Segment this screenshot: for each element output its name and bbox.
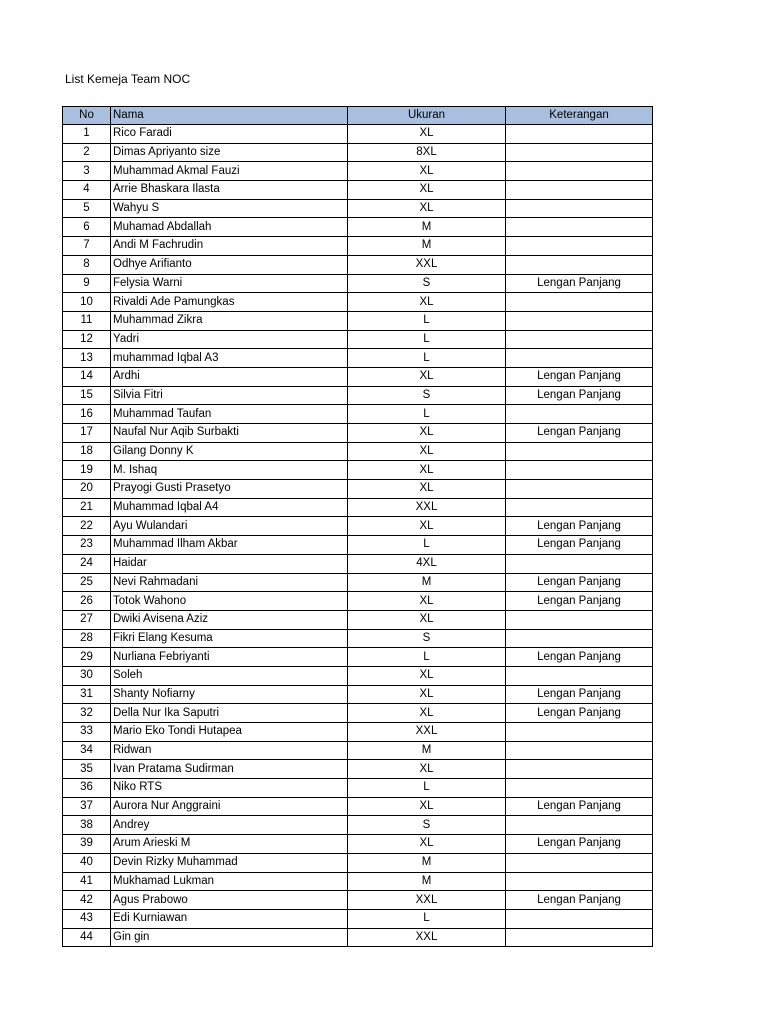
cell-no: 32 [63,704,111,723]
cell-size: XL [348,835,506,854]
table-row [63,461,653,480]
cell-size: XL [348,480,506,499]
table-row [63,125,653,144]
cell-no: 14 [63,367,111,386]
cell-name: Arum Arieski M [111,835,348,854]
cell-name: Muhamad Abdallah [111,218,348,237]
cell-name: Aurora Nur Anggraini [111,797,348,816]
table-row [63,573,653,592]
cell-note [506,255,653,274]
table-header [63,107,653,125]
table-row [63,816,653,835]
cell-note: Lengan Panjang [506,592,653,611]
cell-name: Andi M Fachrudin [111,237,348,256]
cell-note [506,480,653,499]
cell-no: 4 [63,181,111,200]
cell-size: XL [348,162,506,181]
cell-name: Naufal Nur Aqib Surbakti [111,424,348,443]
cell-name: Mukhamad Lukman [111,872,348,891]
cell-name: Gin gin [111,928,348,947]
cell-name: Niko RTS [111,779,348,798]
cell-size: 4XL [348,554,506,573]
table-row [63,255,653,274]
cell-size: 8XL [348,143,506,162]
cell-name: Muhammad Iqbal A4 [111,498,348,517]
cell-name: Soleh [111,666,348,685]
cell-note: Lengan Panjang [506,685,653,704]
table-row [63,835,653,854]
cell-note [506,498,653,517]
cell-no: 5 [63,199,111,218]
table-row [63,629,653,648]
table-row [63,779,653,798]
cell-name: Della Nur Ika Saputri [111,704,348,723]
cell-note: Lengan Panjang [506,704,653,723]
table-row [63,891,653,910]
cell-name: Ridwan [111,741,348,760]
cell-no: 36 [63,779,111,798]
cell-no: 30 [63,666,111,685]
cell-name: Muhammad Akmal Fauzi [111,162,348,181]
table-row [63,723,653,742]
cell-no: 7 [63,237,111,256]
cell-note [506,405,653,424]
table-row [63,797,653,816]
shirt-list-table [62,106,653,947]
cell-note: Lengan Panjang [506,424,653,443]
cell-name: Devin Rizky Muhammad [111,853,348,872]
cell-note [506,199,653,218]
cell-note [506,723,653,742]
table-row [63,928,653,947]
cell-no: 2 [63,143,111,162]
cell-name: Fikri Elang Kesuma [111,629,348,648]
cell-no: 12 [63,330,111,349]
cell-no: 41 [63,872,111,891]
cell-note [506,330,653,349]
cell-no: 38 [63,816,111,835]
cell-name: Nevi Rahmadani [111,573,348,592]
cell-name: Yadri [111,330,348,349]
table-row [63,909,653,928]
cell-note: Lengan Panjang [506,648,653,667]
cell-no: 40 [63,853,111,872]
cell-size: L [348,311,506,330]
cell-note [506,311,653,330]
cell-no: 22 [63,517,111,536]
cell-note [506,928,653,947]
cell-note: Lengan Panjang [506,274,653,293]
cell-no: 19 [63,461,111,480]
cell-note [506,162,653,181]
cell-name: Muhammad Zikra [111,311,348,330]
cell-size: M [348,853,506,872]
cell-size: S [348,816,506,835]
cell-no: 43 [63,909,111,928]
cell-no: 29 [63,648,111,667]
cell-no: 31 [63,685,111,704]
cell-size: XL [348,125,506,144]
table-row [63,330,653,349]
table-row [63,498,653,517]
cell-size: XL [348,367,506,386]
table-row [63,349,653,368]
cell-name: Agus Prabowo [111,891,348,910]
cell-no: 39 [63,835,111,854]
cell-size: S [348,274,506,293]
cell-name: Muhammad Ilham Akbar [111,536,348,555]
cell-name: Haidar [111,554,348,573]
cell-no: 35 [63,760,111,779]
table-row [63,424,653,443]
page-title: List Kemeja Team NOC [65,72,191,86]
table-row [63,666,653,685]
cell-name: M. Ishaq [111,461,348,480]
cell-no: 27 [63,610,111,629]
table-row [63,741,653,760]
cell-note [506,779,653,798]
cell-size: XL [348,760,506,779]
cell-size: M [348,872,506,891]
cell-name: Mario Eko Tondi Hutapea [111,723,348,742]
cell-size: M [348,218,506,237]
cell-name: Muhammad Taufan [111,405,348,424]
cell-size: L [348,779,506,798]
cell-note [506,218,653,237]
cell-note [506,760,653,779]
table-row [63,181,653,200]
cell-name: Shanty Nofiarny [111,685,348,704]
cell-no: 37 [63,797,111,816]
cell-size: L [348,909,506,928]
cell-note [506,853,653,872]
table-row [63,311,653,330]
cell-name: Nurliana Febriyanti [111,648,348,667]
table-row [63,386,653,405]
cell-note [506,629,653,648]
cell-note [506,125,653,144]
cell-note: Lengan Panjang [506,891,653,910]
cell-note [506,237,653,256]
table-row [63,554,653,573]
cell-no: 20 [63,480,111,499]
cell-note [506,181,653,200]
cell-name: Felysia Warni [111,274,348,293]
cell-name: Odhye Arifianto [111,255,348,274]
cell-note [506,610,653,629]
column-header-size: Ukuran [348,107,506,125]
table-row [63,367,653,386]
cell-size: M [348,741,506,760]
cell-name: Rivaldi Ade Pamungkas [111,293,348,312]
cell-name: Dimas Apriyanto size [111,143,348,162]
cell-name: Totok Wahono [111,592,348,611]
cell-name: Wahyu S [111,199,348,218]
cell-name: Arrie Bhaskara Ilasta [111,181,348,200]
cell-size: L [348,330,506,349]
cell-note [506,349,653,368]
cell-name: Gilang Donny K [111,442,348,461]
cell-size: XL [348,610,506,629]
cell-note: Lengan Panjang [506,517,653,536]
cell-size: L [348,648,506,667]
cell-no: 17 [63,424,111,443]
cell-note: Lengan Panjang [506,835,653,854]
cell-size: XL [348,181,506,200]
table-row [63,480,653,499]
cell-no: 33 [63,723,111,742]
cell-no: 8 [63,255,111,274]
header-row [63,107,653,125]
cell-note [506,293,653,312]
table-row [63,162,653,181]
cell-size: XL [348,461,506,480]
cell-no: 10 [63,293,111,312]
cell-note: Lengan Panjang [506,367,653,386]
cell-no: 23 [63,536,111,555]
cell-note: Lengan Panjang [506,573,653,592]
cell-no: 34 [63,741,111,760]
cell-no: 25 [63,573,111,592]
table-row [63,517,653,536]
cell-note [506,816,653,835]
cell-size: XXL [348,891,506,910]
table-row [63,610,653,629]
cell-size: S [348,629,506,648]
cell-no: 18 [63,442,111,461]
cell-size: XL [348,685,506,704]
cell-size: L [348,536,506,555]
table-row [63,442,653,461]
cell-no: 9 [63,274,111,293]
cell-size: L [348,405,506,424]
cell-no: 28 [63,629,111,648]
table-row [63,536,653,555]
cell-note: Lengan Panjang [506,536,653,555]
table-row [63,853,653,872]
cell-name: Dwiki Avisena Aziz [111,610,348,629]
cell-name: Silvia Fitri [111,386,348,405]
cell-size: XL [348,517,506,536]
cell-note: Lengan Panjang [506,386,653,405]
cell-name: Edi Kurniawan [111,909,348,928]
cell-size: XL [348,442,506,461]
table-row [63,274,653,293]
column-header-name: Nama [111,107,348,125]
cell-name: Prayogi Gusti Prasetyo [111,480,348,499]
cell-note [506,143,653,162]
cell-no: 15 [63,386,111,405]
table-row [63,704,653,723]
cell-note [506,666,653,685]
column-header-no: No [63,107,111,125]
cell-note [506,554,653,573]
cell-size: XL [348,797,506,816]
column-header-note: Keterangan [506,107,653,125]
cell-name: Ardhi [111,367,348,386]
cell-no: 13 [63,349,111,368]
cell-no: 26 [63,592,111,611]
table-row [63,685,653,704]
cell-size: XXL [348,928,506,947]
cell-size: XL [348,592,506,611]
table-row [63,218,653,237]
cell-size: XL [348,199,506,218]
cell-size: XL [348,704,506,723]
cell-size: XXL [348,723,506,742]
cell-no: 1 [63,125,111,144]
cell-note [506,461,653,480]
cell-size: XL [348,293,506,312]
cell-size: M [348,237,506,256]
cell-size: XXL [348,255,506,274]
cell-size: L [348,349,506,368]
cell-no: 21 [63,498,111,517]
cell-note: Lengan Panjang [506,797,653,816]
cell-note [506,872,653,891]
cell-note [506,442,653,461]
cell-size: S [348,386,506,405]
cell-size: XL [348,424,506,443]
table-row [63,760,653,779]
table-row [63,648,653,667]
table-body [63,125,653,947]
cell-note [506,741,653,760]
cell-name: muhammad Iqbal A3 [111,349,348,368]
cell-name: Ivan Pratama Sudirman [111,760,348,779]
table-row [63,143,653,162]
table-row [63,872,653,891]
cell-no: 16 [63,405,111,424]
cell-no: 6 [63,218,111,237]
cell-name: Rico Faradi [111,125,348,144]
cell-no: 3 [63,162,111,181]
cell-size: XL [348,666,506,685]
cell-note [506,909,653,928]
cell-no: 44 [63,928,111,947]
cell-name: Andrey [111,816,348,835]
cell-no: 11 [63,311,111,330]
cell-no: 42 [63,891,111,910]
cell-no: 24 [63,554,111,573]
table-row [63,293,653,312]
cell-size: M [348,573,506,592]
cell-name: Ayu Wulandari [111,517,348,536]
table-row [63,405,653,424]
table-row [63,199,653,218]
table-row [63,237,653,256]
table-row [63,592,653,611]
cell-size: XXL [348,498,506,517]
